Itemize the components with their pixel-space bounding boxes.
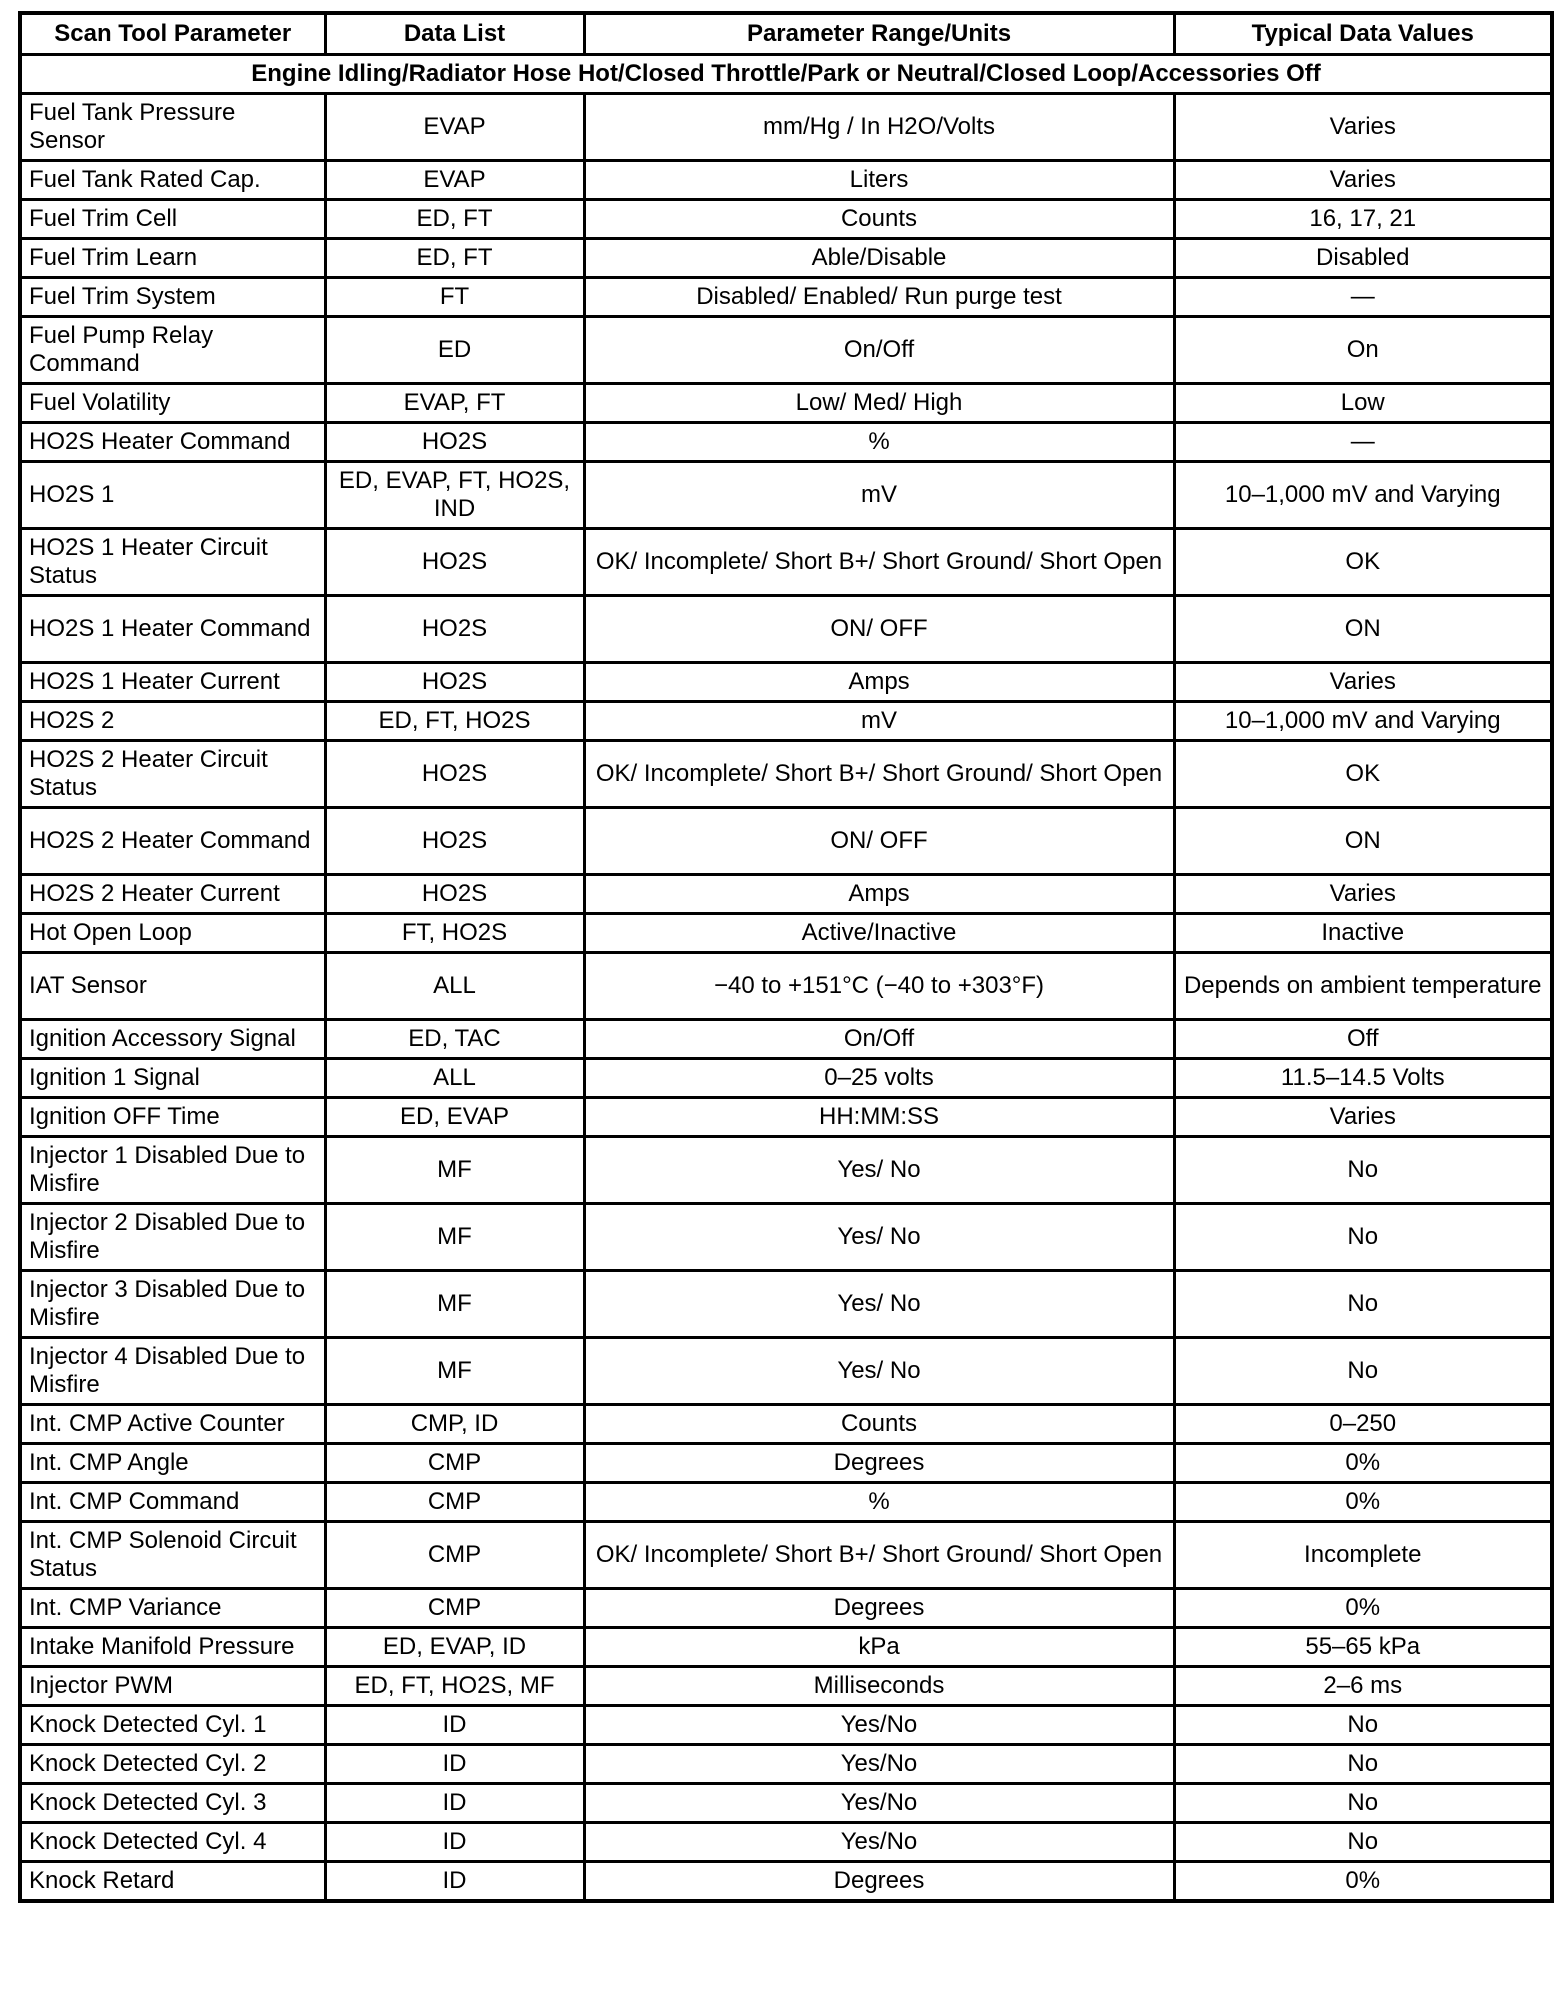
typical-value-cell: 16, 17, 21 <box>1174 200 1552 239</box>
range-units-cell: Degrees <box>584 1589 1174 1628</box>
typical-value-cell: 0% <box>1174 1589 1552 1628</box>
parameter-cell: HO2S 2 Heater Command <box>20 808 325 875</box>
condition-row <box>20 55 1552 94</box>
table-row <box>20 1667 1552 1706</box>
parameter-cell: HO2S 2 <box>20 702 325 741</box>
data-list-cell: ED, TAC <box>325 1020 584 1059</box>
typical-value-cell: No <box>1174 1204 1552 1271</box>
data-list-cell: HO2S <box>325 596 584 663</box>
table-row <box>20 1628 1552 1667</box>
table-row <box>20 596 1552 663</box>
data-list-cell: ED, EVAP, FT, HO2S, IND <box>325 462 584 529</box>
typical-value-cell: OK <box>1174 741 1552 808</box>
parameter-cell: Ignition 1 Signal <box>20 1059 325 1098</box>
table-row <box>20 663 1552 702</box>
data-list-cell: ID <box>325 1706 584 1745</box>
typical-value-cell: 0–250 <box>1174 1405 1552 1444</box>
typical-value-cell: Incomplete <box>1174 1522 1552 1589</box>
data-list-cell: CMP, ID <box>325 1405 584 1444</box>
data-list-cell: ALL <box>325 1059 584 1098</box>
table-row <box>20 1483 1552 1522</box>
range-units-cell: Degrees <box>584 1444 1174 1483</box>
data-list-cell: EVAP <box>325 94 584 161</box>
table-row <box>20 702 1552 741</box>
parameter-cell: HO2S Heater Command <box>20 423 325 462</box>
parameter-cell: Int. CMP Angle <box>20 1444 325 1483</box>
range-units-cell: OK/ Incomplete/ Short B+/ Short Ground/ Short Open <box>584 1522 1174 1589</box>
data-list-cell: HO2S <box>325 423 584 462</box>
typical-value-cell: 10–1,000 mV and Varying <box>1174 702 1552 741</box>
parameter-cell: Injector 2 Disabled Due to Misfire <box>20 1204 325 1271</box>
range-units-cell: Yes/ No <box>584 1137 1174 1204</box>
range-units-cell: Degrees <box>584 1862 1174 1902</box>
data-list-cell: ID <box>325 1745 584 1784</box>
data-list-cell: CMP <box>325 1522 584 1589</box>
parameter-cell: HO2S 2 Heater Circuit Status <box>20 741 325 808</box>
table-row <box>20 1862 1552 1902</box>
parameter-cell: Intake Manifold Pressure <box>20 1628 325 1667</box>
table-row <box>20 161 1552 200</box>
table-row <box>20 1745 1552 1784</box>
range-units-cell: Amps <box>584 875 1174 914</box>
typical-value-cell: No <box>1174 1706 1552 1745</box>
data-list-cell: MF <box>325 1137 584 1204</box>
range-units-cell: ON/ OFF <box>584 808 1174 875</box>
header-parameter-range-units: Parameter Range/Units <box>584 13 1174 55</box>
data-list-cell: HO2S <box>325 875 584 914</box>
range-units-cell: 0–25 volts <box>584 1059 1174 1098</box>
range-units-cell: kPa <box>584 1628 1174 1667</box>
parameter-cell: Injector 4 Disabled Due to Misfire <box>20 1338 325 1405</box>
table-row <box>20 278 1552 317</box>
typical-value-cell: Varies <box>1174 94 1552 161</box>
table-row <box>20 423 1552 462</box>
data-list-cell: HO2S <box>325 529 584 596</box>
data-list-cell: MF <box>325 1271 584 1338</box>
data-list-cell: MF <box>325 1338 584 1405</box>
table-row <box>20 741 1552 808</box>
range-units-cell: −40 to +151°C (−40 to +303°F) <box>584 953 1174 1020</box>
range-units-cell: % <box>584 1483 1174 1522</box>
typical-value-cell: 55–65 kPa <box>1174 1628 1552 1667</box>
typical-value-cell: Varies <box>1174 161 1552 200</box>
table-row <box>20 1020 1552 1059</box>
parameter-cell: Knock Detected Cyl. 2 <box>20 1745 325 1784</box>
data-list-cell: CMP <box>325 1444 584 1483</box>
table-row <box>20 1059 1552 1098</box>
table-row <box>20 1589 1552 1628</box>
table-row <box>20 462 1552 529</box>
table-row <box>20 1338 1552 1405</box>
table-row <box>20 808 1552 875</box>
data-list-cell: ED, FT <box>325 200 584 239</box>
parameter-cell: Knock Detected Cyl. 3 <box>20 1784 325 1823</box>
parameter-cell: Fuel Tank Rated Cap. <box>20 161 325 200</box>
table-row <box>20 239 1552 278</box>
data-list-cell: FT <box>325 278 584 317</box>
parameter-cell: Injector 1 Disabled Due to Misfire <box>20 1137 325 1204</box>
parameter-cell: HO2S 1 Heater Current <box>20 663 325 702</box>
table-row <box>20 1522 1552 1589</box>
test-condition: Engine Idling/Radiator Hose Hot/Closed Throttle/Park or Neutral/Closed Loop/Accessories Off <box>20 55 1552 94</box>
range-units-cell: mV <box>584 462 1174 529</box>
parameter-cell: Knock Detected Cyl. 4 <box>20 1823 325 1862</box>
typical-value-cell: On <box>1174 317 1552 384</box>
scan-tool-data-table <box>18 11 1554 1903</box>
table-row <box>20 1784 1552 1823</box>
typical-value-cell: ON <box>1174 808 1552 875</box>
typical-value-cell: 10–1,000 mV and Varying <box>1174 462 1552 529</box>
table-row <box>20 317 1552 384</box>
typical-value-cell: Depends on ambient temperature <box>1174 953 1552 1020</box>
typical-value-cell: — <box>1174 278 1552 317</box>
table-row <box>20 200 1552 239</box>
typical-value-cell: No <box>1174 1338 1552 1405</box>
data-list-cell: ED, FT, HO2S, MF <box>325 1667 584 1706</box>
range-units-cell: Liters <box>584 161 1174 200</box>
table-row <box>20 914 1552 953</box>
header-row <box>20 13 1552 55</box>
table-row <box>20 1204 1552 1271</box>
typical-value-cell: 2–6 ms <box>1174 1667 1552 1706</box>
range-units-cell: mm/Hg / In H2O/Volts <box>584 94 1174 161</box>
data-list-cell: HO2S <box>325 663 584 702</box>
typical-value-cell: Off <box>1174 1020 1552 1059</box>
table-row <box>20 1271 1552 1338</box>
parameter-cell: Int. CMP Active Counter <box>20 1405 325 1444</box>
parameter-cell: HO2S 1 <box>20 462 325 529</box>
range-units-cell: Yes/No <box>584 1745 1174 1784</box>
data-list-cell: ED, FT, HO2S <box>325 702 584 741</box>
range-units-cell: Low/ Med/ High <box>584 384 1174 423</box>
range-units-cell: HH:MM:SS <box>584 1098 1174 1137</box>
data-list-cell: CMP <box>325 1483 584 1522</box>
parameter-cell: Knock Detected Cyl. 1 <box>20 1706 325 1745</box>
table-row <box>20 953 1552 1020</box>
typical-value-cell: Disabled <box>1174 239 1552 278</box>
typical-value-cell: Low <box>1174 384 1552 423</box>
data-list-cell: CMP <box>325 1589 584 1628</box>
typical-value-cell: Inactive <box>1174 914 1552 953</box>
typical-value-cell: 0% <box>1174 1862 1552 1902</box>
range-units-cell: Yes/No <box>584 1706 1174 1745</box>
table-row <box>20 875 1552 914</box>
range-units-cell: On/Off <box>584 317 1174 384</box>
table-row <box>20 94 1552 161</box>
range-units-cell: Disabled/ Enabled/ Run purge test <box>584 278 1174 317</box>
range-units-cell: OK/ Incomplete/ Short B+/ Short Ground/ Short Open <box>584 741 1174 808</box>
table-row <box>20 1706 1552 1745</box>
table-row <box>20 1137 1552 1204</box>
parameter-cell: HO2S 1 Heater Command <box>20 596 325 663</box>
table-row <box>20 1405 1552 1444</box>
range-units-cell: Amps <box>584 663 1174 702</box>
header-typical-data-values: Typical Data Values <box>1174 13 1552 55</box>
parameter-cell: HO2S 1 Heater Circuit Status <box>20 529 325 596</box>
parameter-cell: Ignition OFF Time <box>20 1098 325 1137</box>
parameter-cell: Injector 3 Disabled Due to Misfire <box>20 1271 325 1338</box>
parameter-cell: Fuel Trim Learn <box>20 239 325 278</box>
data-list-cell: HO2S <box>325 808 584 875</box>
range-units-cell: ON/ OFF <box>584 596 1174 663</box>
typical-value-cell: — <box>1174 423 1552 462</box>
parameter-cell: Int. CMP Variance <box>20 1589 325 1628</box>
parameter-cell: Ignition Accessory Signal <box>20 1020 325 1059</box>
data-list-cell: EVAP <box>325 161 584 200</box>
table-row <box>20 1444 1552 1483</box>
header-scan-tool-parameter: Scan Tool Parameter <box>20 13 325 55</box>
parameter-cell: Fuel Tank Pressure Sensor <box>20 94 325 161</box>
parameter-cell: Int. CMP Command <box>20 1483 325 1522</box>
table-row <box>20 1823 1552 1862</box>
parameter-cell: Fuel Trim Cell <box>20 200 325 239</box>
typical-value-cell: OK <box>1174 529 1552 596</box>
data-list-cell: ED, EVAP <box>325 1098 584 1137</box>
range-units-cell: Active/Inactive <box>584 914 1174 953</box>
data-list-cell: ID <box>325 1823 584 1862</box>
typical-value-cell: 0% <box>1174 1483 1552 1522</box>
range-units-cell: Counts <box>584 200 1174 239</box>
parameter-cell: IAT Sensor <box>20 953 325 1020</box>
typical-value-cell: No <box>1174 1823 1552 1862</box>
scan-tool-table-container <box>18 11 1550 1903</box>
parameter-cell: Int. CMP Solenoid Circuit Status <box>20 1522 325 1589</box>
parameter-cell: Knock Retard <box>20 1862 325 1902</box>
range-units-cell: mV <box>584 702 1174 741</box>
range-units-cell: Able/Disable <box>584 239 1174 278</box>
range-units-cell: On/Off <box>584 1020 1174 1059</box>
range-units-cell: OK/ Incomplete/ Short B+/ Short Ground/ Short Open <box>584 529 1174 596</box>
typical-value-cell: No <box>1174 1271 1552 1338</box>
table-row <box>20 1098 1552 1137</box>
range-units-cell: Counts <box>584 1405 1174 1444</box>
header-data-list: Data List <box>325 13 584 55</box>
data-list-cell: ED, EVAP, ID <box>325 1628 584 1667</box>
range-units-cell: % <box>584 423 1174 462</box>
parameter-cell: HO2S 2 Heater Current <box>20 875 325 914</box>
range-units-cell: Yes/No <box>584 1823 1174 1862</box>
range-units-cell: Yes/ No <box>584 1204 1174 1271</box>
data-list-cell: ED, FT <box>325 239 584 278</box>
parameter-cell: Injector PWM <box>20 1667 325 1706</box>
table-row <box>20 384 1552 423</box>
typical-value-cell: Varies <box>1174 875 1552 914</box>
typical-value-cell: Varies <box>1174 663 1552 702</box>
typical-value-cell: Varies <box>1174 1098 1552 1137</box>
data-list-cell: FT, HO2S <box>325 914 584 953</box>
table-body <box>20 94 1552 1902</box>
typical-value-cell: No <box>1174 1745 1552 1784</box>
typical-value-cell: No <box>1174 1784 1552 1823</box>
typical-value-cell: 11.5–14.5 Volts <box>1174 1059 1552 1098</box>
parameter-cell: Fuel Trim System <box>20 278 325 317</box>
typical-value-cell: ON <box>1174 596 1552 663</box>
range-units-cell: Yes/ No <box>584 1271 1174 1338</box>
range-units-cell: Yes/ No <box>584 1338 1174 1405</box>
parameter-cell: Hot Open Loop <box>20 914 325 953</box>
data-list-cell: ALL <box>325 953 584 1020</box>
data-list-cell: ED <box>325 317 584 384</box>
typical-value-cell: No <box>1174 1137 1552 1204</box>
parameter-cell: Fuel Pump Relay Command <box>20 317 325 384</box>
data-list-cell: MF <box>325 1204 584 1271</box>
data-list-cell: ID <box>325 1784 584 1823</box>
data-list-cell: EVAP, FT <box>325 384 584 423</box>
parameter-cell: Fuel Volatility <box>20 384 325 423</box>
range-units-cell: Milliseconds <box>584 1667 1174 1706</box>
table-row <box>20 529 1552 596</box>
data-list-cell: ID <box>325 1862 584 1902</box>
typical-value-cell: 0% <box>1174 1444 1552 1483</box>
data-list-cell: HO2S <box>325 741 584 808</box>
range-units-cell: Yes/No <box>584 1784 1174 1823</box>
